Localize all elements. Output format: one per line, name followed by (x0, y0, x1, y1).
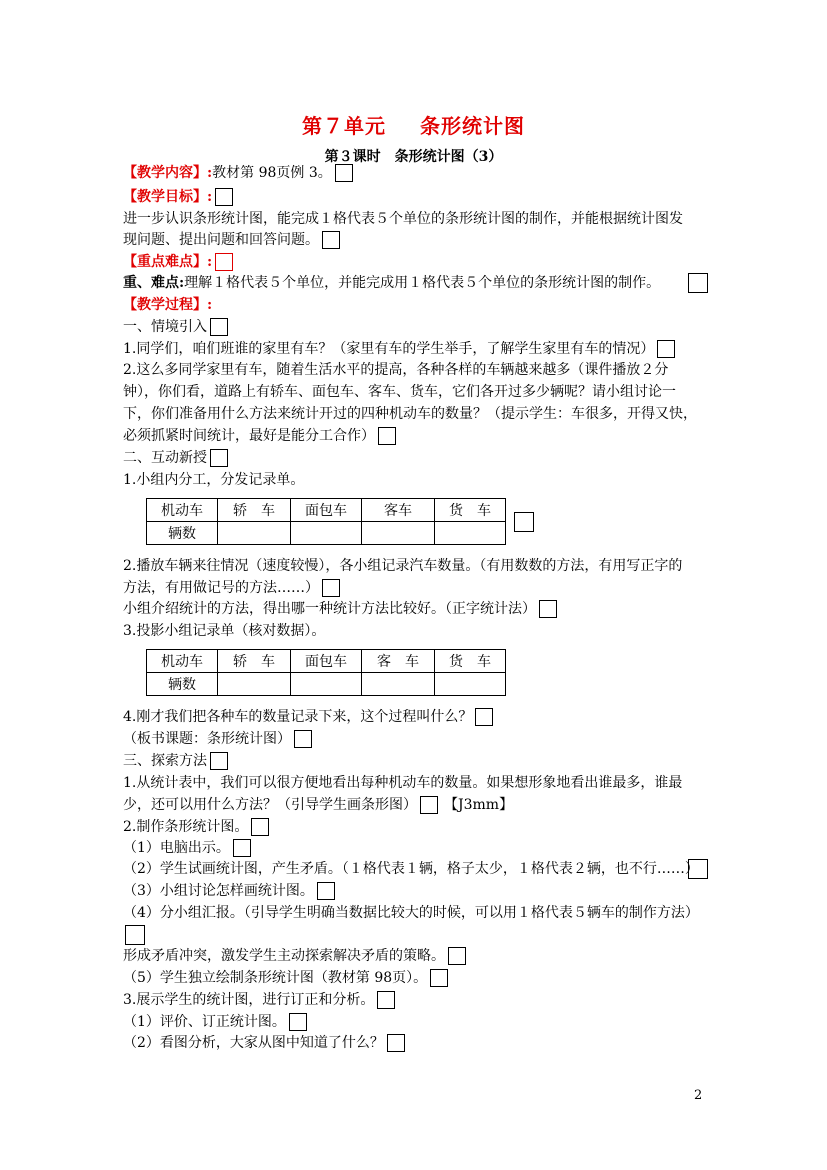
step-3: 3.投影小组记录单（核对数据）。 (123, 623, 326, 639)
table-cell: 轿 车 (218, 499, 291, 522)
para-1-text: 1.同学们，咱们班谁的家里有车？（家里有车的学生举手，了解学生家里有车的情况） (123, 341, 655, 357)
checkbox[interactable] (210, 449, 228, 467)
key-text-span: 理解１格代表５个单位，并能完成用１格代表５个单位的条形统计图的制作。 (184, 275, 661, 291)
page-number: 2 (694, 1088, 703, 1103)
record-table-1 (146, 498, 506, 545)
step-4-board-text: （板书课题：条形统计图） (123, 731, 291, 747)
table-row (147, 650, 506, 673)
section-1-heading (123, 317, 228, 337)
checkbox[interactable] (215, 188, 233, 206)
para-2-line-4 (123, 426, 396, 446)
explore-2-6 (123, 968, 448, 988)
table-row (147, 673, 506, 696)
checkbox[interactable] (322, 231, 340, 249)
table-cell[interactable] (435, 522, 506, 545)
section-2-heading (123, 448, 228, 468)
explore-3-2 (123, 1033, 405, 1053)
checkbox[interactable] (215, 253, 233, 271)
explore-2-1 (123, 838, 251, 858)
table-row (147, 522, 506, 545)
table-cell: 面包车 (291, 650, 362, 673)
explore-3-1-text: （1）评价、订正统计图。 (123, 1014, 286, 1030)
table-cell[interactable] (291, 673, 362, 696)
key-prefix: 重、难点: (123, 275, 185, 291)
explore-2-6-text: （5）学生独立绘制条形统计图（教材第 98页）。 (123, 970, 428, 986)
step-2-line-2-text: 方法，有用做记号的方法……） (123, 580, 319, 596)
key-label: 【重点难点】: (123, 254, 213, 270)
explore-2 (123, 817, 269, 837)
checkbox[interactable] (317, 882, 335, 900)
explore-3 (123, 990, 395, 1010)
para-2-line-2: 钟），你们看，道路上有轿车、面包车、客车、货车，它们各开过多少辆呢？请小组讨论一 (123, 384, 676, 400)
checkbox[interactable] (210, 318, 228, 336)
unit-title (0, 110, 827, 139)
step-2-line-1: 2.播放车辆来往情况（速度较慢），各小组记录汽车数量。（有用数数的方法，有用写正字的 (123, 558, 683, 574)
explore-3-1 (123, 1012, 307, 1032)
checkbox[interactable] (125, 925, 145, 945)
goals-text-1: 进一步认识条形统计图，能完成１格代表５个单位的条形统计图的制作，并能根据统计图发 (123, 211, 683, 227)
unit-name: 条形统计图 (420, 114, 525, 138)
step-2-line-3 (123, 599, 557, 619)
step-4-text: 4.刚才我们把各种车的数量记录下来，这个过程叫什么？ (123, 709, 473, 725)
goals-label: 【教学目标】: (123, 189, 213, 205)
table-cell[interactable] (435, 673, 506, 696)
table-cell: 面包车 (291, 499, 362, 522)
checkbox[interactable] (294, 730, 312, 748)
checkbox[interactable] (387, 1034, 405, 1052)
table-cell: 辆数 (147, 673, 218, 696)
explore-1-line-1: 1.从统计表中，我们可以很方便地看出每种机动车的数量。如果想形象地看出谁最多，谁最 (123, 775, 683, 791)
checkbox[interactable] (289, 1013, 307, 1031)
checkbox[interactable] (420, 796, 438, 814)
format-tag: 【J3mm】 (444, 797, 514, 813)
checkbox[interactable] (475, 708, 493, 726)
key-text (123, 273, 660, 293)
explore-3-2-text: （2）看图分析，大家从图中知道了什么？ (123, 1035, 384, 1051)
checkbox[interactable] (377, 991, 395, 1009)
table-cell: 机动车 (147, 650, 218, 673)
checkbox[interactable] (688, 273, 708, 293)
table-cell: 客 车 (362, 650, 435, 673)
checkbox[interactable] (251, 818, 269, 836)
content-label: 【教学内容】: (123, 165, 213, 181)
explore-2-2: （2）学生试画统计图，产生矛盾。（１格代表１辆，格子太少，１格代表２辆，也不行……） (123, 861, 699, 877)
goals-heading (123, 187, 233, 207)
table-cell: 机动车 (147, 499, 218, 522)
explore-1-line-2 (123, 795, 513, 815)
goals-text-2-span: 现问题、提出问题和回答问题。 (123, 232, 319, 248)
explore-2-5 (123, 946, 466, 966)
table-cell: 轿 车 (218, 650, 291, 673)
key-heading (123, 252, 233, 272)
checkbox[interactable] (335, 164, 353, 182)
explore-2-4: （4）分小组汇报。（引导学生明确当数据比较大的时候，可以用１格代表５辆车的制作方法） (123, 905, 699, 921)
process-heading (123, 295, 212, 315)
para-1 (123, 339, 675, 359)
table-cell: 货 车 (435, 499, 506, 522)
explore-2-3-text: （3）小组讨论怎样画统计图。 (123, 883, 314, 899)
para-2-line-3: 下，你们准备用什么方法来统计开过的四种机动车的数量？（提示学生：车很多，开得又快， (123, 406, 697, 422)
para-2-line-4-text: 必须抓紧时间统计，最好是能分工合作） (123, 428, 375, 444)
explore-2-text: 2.制作条形统计图。 (123, 819, 249, 835)
unit-number: 第７单元 (302, 114, 386, 138)
explore-1-line-2-text: 少，还可以用什么方法？（引导学生画条形图） (123, 797, 417, 813)
content-text: 教材第 98页例 3。 (212, 165, 332, 181)
checkbox[interactable] (539, 600, 557, 618)
goals-text-2 (123, 230, 340, 250)
explore-2-3 (123, 881, 335, 901)
table-cell: 货 车 (435, 650, 506, 673)
explore-2-1-text: （1）电脑出示。 (123, 840, 230, 856)
lesson-title: 第３课时 条形统计图（3） (324, 149, 503, 165)
step-1: 1.小组内分工，分发记录单。 (123, 472, 305, 488)
section-3-text: 三、探索方法 (123, 753, 207, 769)
table-cell[interactable] (362, 673, 435, 696)
step-4-board (123, 729, 312, 749)
checkbox[interactable] (657, 340, 675, 358)
checkbox[interactable] (233, 839, 251, 857)
table-cell[interactable] (291, 522, 362, 545)
section-3-heading (123, 751, 228, 771)
step-2-line-3-text: 小组介绍统计的方法，得出哪一种统计方法比较好。（正字统计法） (123, 601, 536, 617)
table-cell[interactable] (362, 522, 435, 545)
explore-3-text: 3.展示学生的统计图，进行订正和分析。 (123, 992, 375, 1008)
table-cell[interactable] (218, 522, 291, 545)
table-row (147, 499, 506, 522)
checkbox[interactable] (378, 427, 396, 445)
checkbox[interactable] (430, 969, 448, 987)
table-cell[interactable] (218, 673, 291, 696)
table-cell: 辆数 (147, 522, 218, 545)
step-2-line-2 (123, 578, 340, 598)
checkbox[interactable] (688, 859, 708, 879)
table-cell: 客车 (362, 499, 435, 522)
section-1-text: 一、情境引入 (123, 319, 207, 335)
step-4 (123, 707, 493, 727)
checkbox[interactable] (210, 752, 228, 770)
para-2-line-1: 2.这么多同学家里有车，随着生活水平的提高，各种各样的车辆越来越多（课件播放２分 (123, 362, 669, 378)
checkbox[interactable] (322, 579, 340, 597)
explore-2-5-text: 形成矛盾冲突，激发学生主动探索解决矛盾的策略。 (123, 948, 445, 964)
record-table-2 (146, 649, 506, 696)
checkbox[interactable] (514, 512, 534, 532)
content-line (123, 163, 353, 183)
checkbox[interactable] (448, 947, 466, 965)
process-label: 【教学过程】: (123, 297, 213, 313)
section-2-text: 二、互动新授 (123, 450, 207, 466)
